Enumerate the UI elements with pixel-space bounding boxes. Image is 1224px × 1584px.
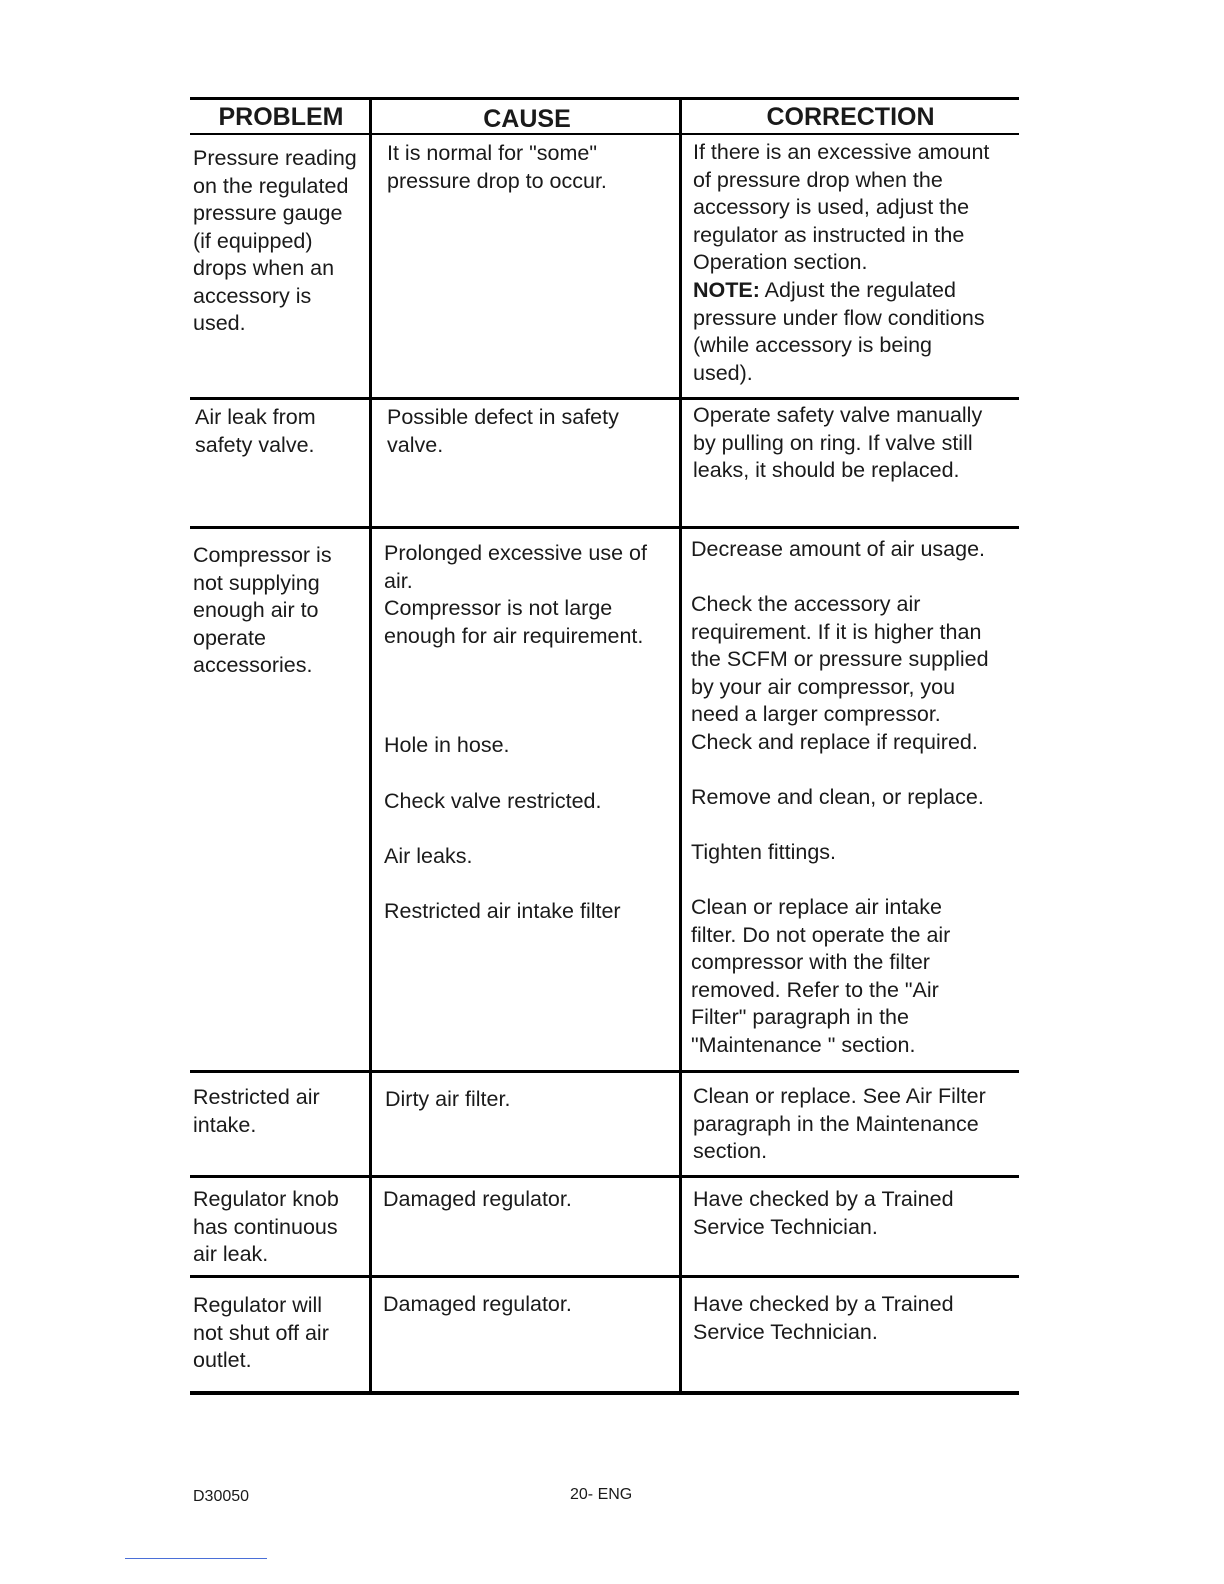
- row-4-cause: Dirty air filter.: [385, 1087, 511, 1111]
- row-3-bottom-rule: [190, 1070, 1019, 1073]
- bottom-underline-artifact: [125, 1558, 267, 1559]
- row-2-cause: Possible defect in safety valve.: [387, 405, 619, 457]
- row-1-cause: It is normal for "some" pressure drop to occur.: [387, 141, 607, 193]
- note-text: Adjust the regulated pressure under flow conditions (while accessory is being used).: [693, 278, 985, 385]
- row-6-correction: Have checked by a Trained Service Technician.: [693, 1292, 954, 1344]
- row-6-problem: Regulator will not shut off air outlet.: [193, 1293, 329, 1372]
- row-1-problem: Pressure reading on the regulated pressure gauge (if equipped) drops when an accessory is used.: [193, 146, 357, 335]
- document-code: D30050: [193, 1488, 250, 1505]
- row-3-cause-2: Compressor is not large enough for air requirement.: [384, 596, 644, 648]
- note-label: NOTE:: [693, 278, 760, 302]
- header-bottom-rule: [190, 133, 1019, 135]
- row-4-bottom-rule: [190, 1175, 1019, 1178]
- table-top-rule: [190, 97, 1019, 100]
- row-5-bottom-rule: [190, 1275, 1019, 1278]
- row-3-problem: Compressor is not supplying enough air to operate accessories.: [193, 543, 332, 677]
- row-1-correction: If there is an excessive amount of pressure drop when the accessory is used, adjust the regulator as instructed in the Operation section.: [693, 140, 990, 274]
- row-3-cause-6: Restricted air intake filter: [384, 899, 621, 923]
- row-3-correction-6: Clean or replace air intake filter. Do not operate the air compressor with the filter removed. Refer to the "Air Filter" paragraph in the "Maintenance " section.: [691, 895, 951, 1057]
- row-4-problem: Restricted air intake.: [193, 1085, 320, 1137]
- header-cause: CAUSE: [483, 105, 571, 133]
- row-3-correction-3: Check and replace if required.: [691, 730, 978, 754]
- header-problem: PROBLEM: [218, 103, 344, 131]
- row-2-problem: Air leak from safety valve.: [195, 405, 316, 457]
- table-bottom-rule: [190, 1391, 1019, 1395]
- row-6-cause: Damaged regulator.: [383, 1292, 572, 1316]
- page-number: 20- ENG: [570, 1486, 633, 1503]
- row-1-bottom-rule: [190, 397, 1019, 400]
- row-3-correction-5: Tighten fittings.: [691, 840, 836, 864]
- row-5-problem: Regulator knob has continuous air leak.: [193, 1187, 339, 1266]
- row-3-cause-4: Check valve restricted.: [384, 789, 602, 813]
- row-3-cause-1: Prolonged excessive use of air.: [384, 541, 647, 593]
- row-1-note: [693, 277, 985, 387]
- row-5-cause: Damaged regulator.: [383, 1187, 572, 1211]
- row-2-bottom-rule: [190, 526, 1019, 529]
- row-3-correction-2: Check the accessory air requirement. If it is higher than the SCFM or pressure supplied by your air compressor, you need a larger compressor.: [691, 592, 989, 726]
- header-correction: CORRECTION: [766, 103, 935, 131]
- row-3-cause-5: Air leaks.: [384, 844, 473, 868]
- row-4-correction: Clean or replace. See Air Filter paragraph in the Maintenance section.: [693, 1084, 986, 1163]
- row-2-correction: Operate safety valve manually by pulling on ring. If valve still leaks, it should be replaced.: [693, 403, 983, 482]
- row-3-correction-1: Decrease amount of air usage.: [691, 537, 985, 561]
- column-divider-1: [369, 97, 372, 1391]
- column-divider-2: [679, 97, 682, 1394]
- row-3-cause-3: Hole in hose.: [384, 733, 510, 757]
- row-3-correction-4: Remove and clean, or replace.: [691, 785, 984, 809]
- row-5-correction: Have checked by a Trained Service Technician.: [693, 1187, 954, 1239]
